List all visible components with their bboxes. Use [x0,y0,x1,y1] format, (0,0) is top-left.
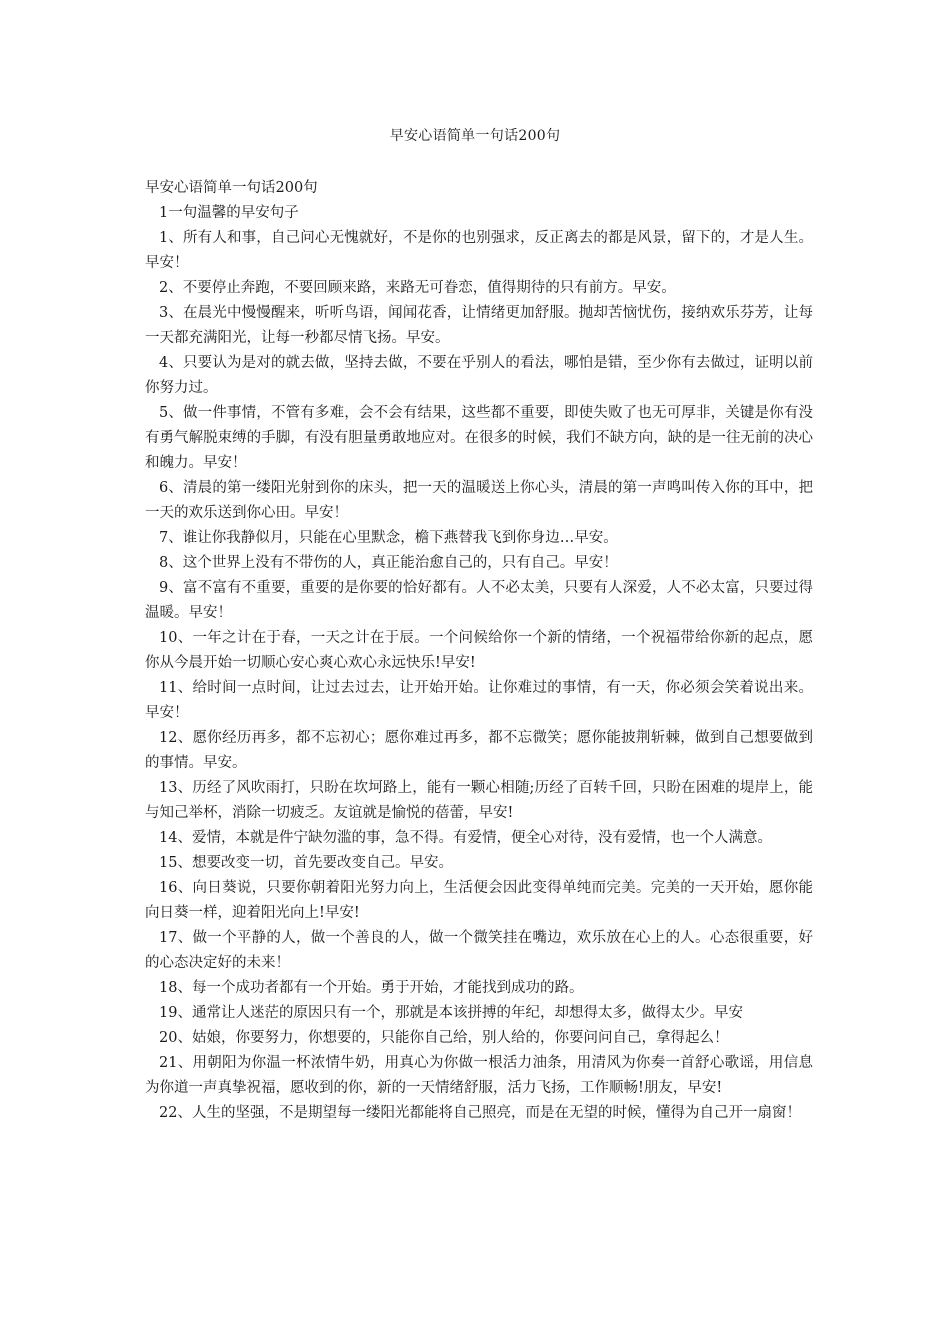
document-body [145,176,813,1126]
list-item: 1、所有人和事，自己问心无愧就好，不是你的也别强求，反正离去的都是风景，留下的，才是人生。早安！ [145,230,813,271]
list-item: 17、做一个平静的人，做一个善良的人，做一个微笑挂在嘴边，欢乐放在心上的人。心态很重要，好的心态决定好的未来！ [145,930,813,971]
list-item: 2、不要停止奔跑，不要回顾来路，来路无可眷恋，值得期待的只有前方。早安。 [159,280,676,296]
document-title: 早安心语简单一句话200句 [389,128,561,144]
list-item: 6、清晨的第一缕阳光射到你的床头，把一天的温暖送上你心头，清晨的第一声鸣叫传入你的耳中，把一天的欢乐送到你心田。早安！ [145,480,813,521]
list-item: 11、给时间一点时间，让过去过去，让开始开始。让你难过的事情，有一天，你必须会笑着说出来。早安！ [145,680,813,721]
list-item: 4、只要认为是对的就去做，坚持去做，不要在乎别人的看法，哪怕是错，至少你有去做过，证明以前你努力过。 [145,355,813,396]
document-subtitle: 早安心语简单一句话200句 [145,180,318,196]
list-item: 5、做一件事情，不管有多难，会不会有结果，这些都不重要，即使失败了也无可厚非，关键是你有没有勇气解脱束缚的手脚，有没有胆量勇敢地应对。在很多的时候，我们不缺方向，缺的是一往无前的决心和魄力。早安！ [145,405,813,471]
list-item: 8、这个世界上没有不带伤的人，真正能治愈自己的，只有自己。早安！ [159,555,618,571]
list-item: 9、富不富有不重要，重要的是你要的恰好都有。人不必太美，只要有人深爱，人不必太富，只要过得温暖。早安！ [145,580,813,621]
list-item: 22、人生的坚强，不是期望每一缕阳光都能将自己照亮，而是在无望的时候，懂得为自己开一扇窗！ [159,1105,801,1121]
list-item: 15、想要改变一切，首先要改变自己。早安。 [159,855,453,871]
list-item: 21、用朝阳为你温一杯浓情牛奶，用真心为你做一根活力油条，用清风为你奏一首舒心歌谣，用信息为你道一声真挚祝福，愿收到的你，新的一天情绪舒服，活力飞扬，工作顺畅!朋友，早安! [145,1055,813,1096]
list-item: 12、愿你经历再多，都不忘初心；愿你难过再多，都不忘微笑；愿你能披荆斩棘，做到自己想要做到的事情。早安。 [145,730,813,771]
list-item: 14、爱情，本就是件宁缺勿滥的事，急不得。有爱情，便全心对待，没有爱情，也一个人满意。 [159,830,772,846]
list-item: 18、每一个成功者都有一个开始。勇于开始，才能找到成功的路。 [159,980,584,996]
list-item: 20、姑娘，你要努力，你想要的，只能你自己给，别人给的，你要问问自己，拿得起么！ [159,1030,729,1046]
list-item: 3、在晨光中慢慢醒来，听听鸟语，闻闻花香，让情绪更加舒服。抛却苦恼忧伤，接纳欢乐芬芳，让每一天都充满阳光，让每一秒都尽情飞扬。早安。 [145,305,813,346]
section-heading: 1一句温馨的早安句子 [159,205,299,221]
list-item: 19、通常让人迷茫的原因只有一个，那就是本该拼搏的年纪，却想得太多，做得太少。早安 [159,1005,743,1021]
list-item: 7、谁让你我静似月，只能在心里默念，檐下燕替我飞到你身边…早安。 [159,530,618,546]
list-item: 10、一年之计在于春，一天之计在于辰。一个问候给你一个新的情绪，一个祝福带给你新的起点，愿你从今晨开始一切顺心安心爽心欢心永远快乐!早安! [145,630,813,671]
list-item: 13、历经了风吹雨打，只盼在坎坷路上，能有一颗心相随;历经了百转千回，只盼在困难的堤岸上，能与知己举杯，消除一切疲乏。友谊就是愉悦的蓓蕾，早安! [145,780,813,821]
list-item: 16、向日葵说，只要你朝着阳光努力向上，生活便会因此变得单纯而完美。完美的一天开始，愿你能向日葵一样，迎着阳光向上!早安! [145,880,813,921]
